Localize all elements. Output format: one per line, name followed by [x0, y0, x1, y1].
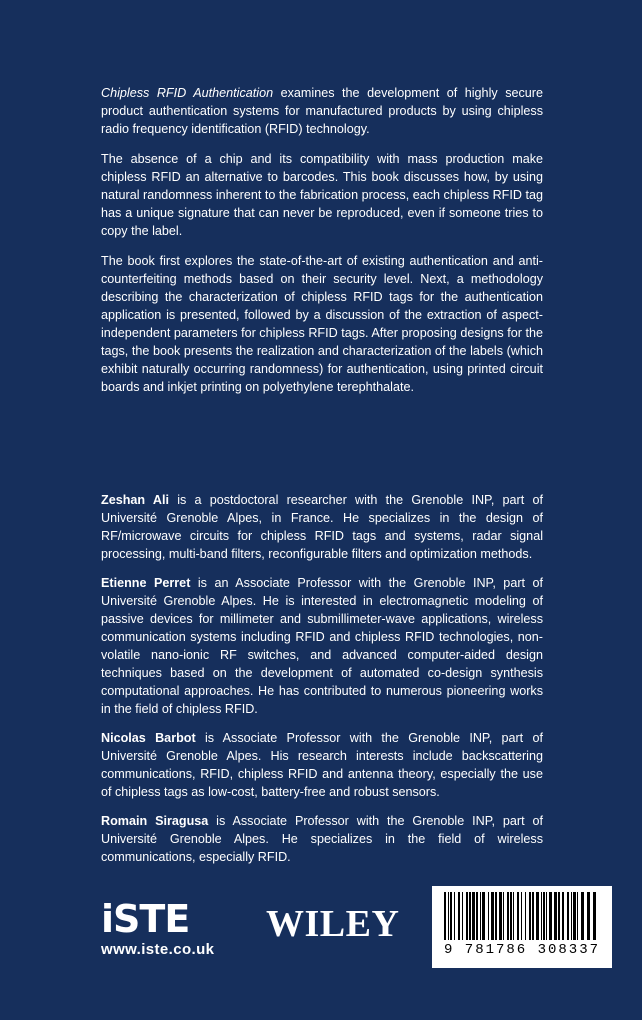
barcode-bar: [450, 892, 452, 940]
barcode-bar: [536, 892, 539, 940]
barcode-bar: [562, 892, 564, 940]
isbn-barcode: [432, 886, 612, 968]
wiley-logo: WILEY: [266, 903, 400, 945]
barcode-bar: [469, 892, 471, 940]
barcode-bar: [543, 892, 545, 940]
book-description: [101, 84, 543, 408]
iste-publisher-logo: [101, 897, 231, 958]
barcode-bars-icon: [442, 892, 602, 942]
description-paragraph-1-text: examines the development of highly secure product authentication systems for manufactured products by using chipless radio frequency identification (RFID) technology.: [101, 86, 543, 136]
author-bio: [101, 812, 543, 866]
barcode-bar: [488, 892, 489, 940]
barcode-bar: [541, 892, 542, 940]
barcode-bar: [510, 892, 512, 940]
barcode-bar: [567, 892, 569, 940]
barcode-bar: [593, 892, 596, 940]
author-bio-text: is an Associate Professor with the Grenoble INP, part of Université Grenoble Alpes. He is interested in electromagnetic modeling of passive devices for millimeter and submillimeter-wave applications, wireless communication systems including RFID and chipless RFID technologies, non-volatile nano-ionic RF switches, and advanced computer-aided design techniques based on the development of automated co-design synthesis computational approaches. He has contributed to numerous pioneering works in the field of chipless RFID.: [101, 576, 544, 716]
barcode-bar: [495, 892, 497, 940]
barcode-bar: [532, 892, 534, 940]
barcode-bar: [554, 892, 557, 940]
isbn-number: 9 781786 308337: [443, 942, 601, 958]
barcode-bar: [444, 892, 446, 940]
barcode-bar: [521, 892, 522, 940]
description-paragraph-2: The absence of a chip and its compatibility with mass production make chipless RFID an alternative to barcodes. This book discusses how, by using natural randomness inherent to the fabrication process, each chipless RFID tag has a unique signature that can never be reproduced, even if someone tries to copy the label.: [101, 152, 543, 238]
author-bio-text: is Associate Professor with the Grenoble INP, part of Université Grenoble Alpes. His research interests include backscattering communications, RFID, chipless RFID and antenna theory, especially the use of chipless tags as low-cost, battery-free and robust sensors.: [101, 731, 543, 799]
barcode-bar: [472, 892, 475, 940]
iste-logo-text: iSTE: [101, 897, 190, 941]
description-paragraph-1: [101, 84, 543, 138]
barcode-bar: [454, 892, 455, 940]
barcode-bar: [571, 892, 572, 940]
barcode-bar: [491, 892, 494, 940]
barcode-bar: [476, 892, 478, 940]
author-name: Etienne Perret: [101, 576, 191, 590]
book-title-italic: Chipless RFID Authentication: [101, 86, 274, 100]
barcode-bar: [462, 892, 463, 940]
author-bio: [101, 574, 543, 718]
barcode-bar: [507, 892, 509, 940]
barcode-bar: [546, 892, 547, 940]
barcode-bar: [558, 892, 560, 940]
barcode-bar: [480, 892, 481, 940]
barcode-bar: [517, 892, 519, 940]
barcode-bar: [448, 892, 449, 940]
barcode-bar: [466, 892, 468, 940]
iste-url: www.iste.co.uk: [101, 941, 215, 958]
author-name: Zeshan Ali: [101, 493, 169, 507]
barcode-bar: [529, 892, 531, 940]
barcode-bar: [482, 892, 485, 940]
barcode-bar: [587, 892, 590, 940]
barcode-bar: [503, 892, 504, 940]
barcode-bar: [577, 892, 578, 940]
author-name: Romain Siragusa: [101, 814, 209, 828]
author-bios: [101, 491, 543, 877]
barcode-bar: [499, 892, 502, 940]
barcode-bar: [458, 892, 460, 940]
barcode-bar: [581, 892, 584, 940]
author-name: Nicolas Barbot: [101, 731, 196, 745]
author-bio-text: is Associate Professor with the Grenoble INP, part of Université Grenoble Alpes. He specializes in the field of wireless communications, especially RFID.: [101, 814, 543, 864]
barcode-bar: [525, 892, 526, 940]
author-bio: [101, 729, 543, 801]
description-paragraph-3: The book first explores the state-of-the-art of existing authentication and anti-counterfeiting methods based on their security level. Next, a methodology describing the characterization of chipless RFID tags for the authentication application is presented, followed by a discussion of the extraction of aspect-independent parameters for chipless RFID tags. After proposing designs for the tags, the book presents the realization and characterization of the labels (which exhibit naturally occurring randomness) for authentication, using printed circuit boards and inkjet printing on polyethylene terephthalate.: [101, 254, 543, 394]
barcode-bar: [549, 892, 552, 940]
author-bio-text: is a postdoctoral researcher with the Grenoble INP, part of Université Grenoble Alpes, in France. He specializes in the design of RF/microwave circuits for chipless RFID tags and systems, radar signal processing, multi-band filters, reconfigurable filters and optimization methods.: [101, 493, 543, 561]
barcode-bar: [573, 892, 576, 940]
barcode-bar: [513, 892, 514, 940]
author-bio: [101, 491, 543, 563]
